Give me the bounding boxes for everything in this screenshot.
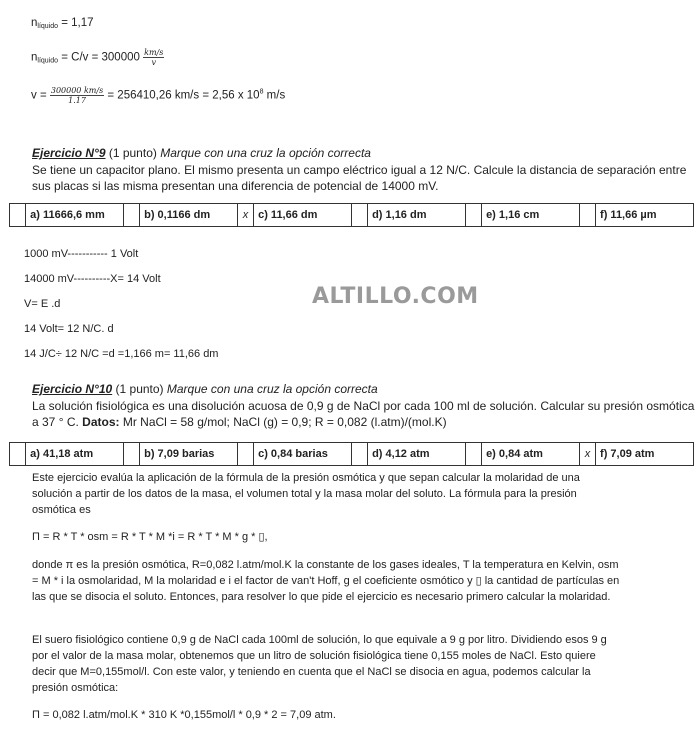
ex10-option-a[interactable]: a) 41,18 atm [26,443,124,466]
ex9-work-line-4: 14 Volt= 12 N/C. d [24,323,114,335]
ex9-title: Ejercicio N°9 [32,146,106,160]
ex9-option-f[interactable]: f) 11,66 µm [596,204,694,227]
ex9-statement: Se tiene un capacitor plano. El mismo presenta un campo eléctrico igual a 12 N/C. Calcule la distancia de separación entre sus placas si las misma presentan una diferencia de potencial de 14000 mV. [32,163,687,193]
ex10-explanation-2: donde π es la presión osmótica, R=0,082 l.atm/mol.K la constante de los gases ideales, T la temperatura en Kelvin, osm = M * i la osmolaridad, M la molaridad e i el factor de van't Hoff, g el coeficiente osmótico y ▯ la cantidad de partículas en las que se disocia el soluto. Entonces, para resolver lo que pide el ejercicio es necesario primero calcular la molaridad. [32,559,620,603]
formula-n-liquido [31,17,94,30]
ex10-option-f[interactable]: f) 7,09 atm [596,443,694,466]
ex9-option-e-mark[interactable] [579,204,595,227]
ex10-option-a-mark[interactable] [123,443,139,466]
ex10-options-table [9,442,694,466]
ex10-option-e-mark[interactable]: x [579,443,595,466]
ex9-option-e[interactable]: e) 1,16 cm [482,204,580,227]
formula-line2-value: = C/v = 300000 [58,51,140,64]
velocity-result: = 256410,26 km/s = 2,56 x 10 [107,89,260,102]
ex9-work-line-2: 14000 mV----------X= 14 Volt [24,273,161,285]
velocity-unit: m/s [263,89,286,102]
ex10-statement [32,398,697,430]
ex10-option-c[interactable]: c) 0,84 barias [254,443,352,466]
ex9-options-row [10,204,694,227]
ex9-instruction: Marque con una cruz la opción correcta [160,146,371,160]
n-subscript: líquido [37,57,59,65]
ex9-option-d-mark[interactable] [465,204,481,227]
ex10-data-values: Mr NaCl = 58 g/mol; NaCl (g) = 0,9; R = 0,082 (l.atm)/(mol.K) [119,415,447,429]
fraction-km-s-over-v [143,48,164,67]
ex10-options-row [10,443,694,466]
ex10-explanation-3: El suero fisiológico contiene 0,9 g de NaCl cada 100ml de solución, lo que equivale a 9 g por litro. Dividiendo esos 9 g por el valor de la masa molar, obtenemos que un litro de solución fisiológica tiene 0,155 moles de NaCl. Esto quiere decir que M=0,155mol/l. Con este valor, y teniendo en cuenta que el NaCl se disocia en agua, podemos calcular la presión osmótica: [32,634,607,694]
ex10-option-e[interactable]: e) 0,84 atm [482,443,580,466]
ex9-heading [32,146,371,160]
formula-velocity [31,86,285,105]
fraction-denominator: 1.17 [68,96,86,105]
ex10-points: (1 punto) [112,382,167,396]
ex10-statement-main: La solución fisiológica es una disolución acuosa de 0,9 g de NaCl por cada 100 ml de solución. Calcular su presión osmótica a 37 ° C. [32,399,695,429]
ex10-option-c-mark[interactable] [351,443,367,466]
ex9-option-b[interactable]: b) 0,1166 dm [140,204,238,227]
velocity-lhs: v = [31,89,50,102]
ex9-option-c[interactable]: c) 11,66 dm [254,204,352,227]
ex10-explanation-1: Este ejercicio evalúa la aplicación de la fórmula de la presión osmótica y que sepan calcular la molaridad de una solución a partir de los datos de la masa, el volumen total y la masa molar del soluto. La fórmula para la presión osmótica es [32,472,580,516]
ex9-options-table [9,203,694,227]
ex10-option-d[interactable]: d) 4,12 atm [368,443,466,466]
ex9-option-d[interactable]: d) 1,16 dm [368,204,466,227]
fraction-numerator: km/s [144,48,164,57]
ex10-data-label: Datos: [82,415,120,429]
altillo-watermark: ALTILLO.COM [312,284,479,309]
ex10-option-b-mark[interactable] [237,443,253,466]
n-symbol: n [31,17,38,29]
n-symbol: n [31,51,38,64]
ex10-option-b[interactable]: b) 7,09 barias [140,443,238,466]
ex9-option-a[interactable]: a) 11666,6 mm [26,204,124,227]
ex10-option-d-mark[interactable] [465,443,481,466]
fraction-denominator: v [151,58,156,67]
ex10-option-spacer [10,443,26,466]
ex10-instruction: Marque con una cruz la opción correcta [166,382,378,396]
formula-line1-value: = 1,17 [58,17,94,29]
exponent: 8 [259,88,264,96]
ex9-option-a-mark[interactable] [123,204,139,227]
ex9-work-line-1: 1000 mV----------- 1 Volt [24,248,139,260]
ex9-option-b-mark[interactable]: x [237,204,253,227]
n-subscript: líquido [37,23,59,30]
ex10-formula: Π = R * T * osm = R * T * M *i = R * T * M * g * ▯, [32,531,268,543]
ex10-final-result: Π = 0,082 l.atm/mol.K * 310 K *0,155mol/l * 0,9 * 2 = 7,09 atm. [32,709,336,721]
ex10-title: Ejercicio N°10 [32,382,113,396]
ex9-option-c-mark[interactable] [351,204,367,227]
ex9-option-spacer [10,204,26,227]
ex9-work-line-3: V= E .d [24,298,61,310]
fraction-numerator: 300000 km/s [50,86,104,95]
formula-n-c-over-v [31,48,164,67]
fraction-300000-over-117 [50,86,104,105]
ex9-points: (1 punto) [105,146,161,160]
ex9-work-line-5: 14 J/C÷ 12 N/C =d =1,166 m= 11,66 dm [24,348,219,360]
ex10-heading [32,382,378,396]
